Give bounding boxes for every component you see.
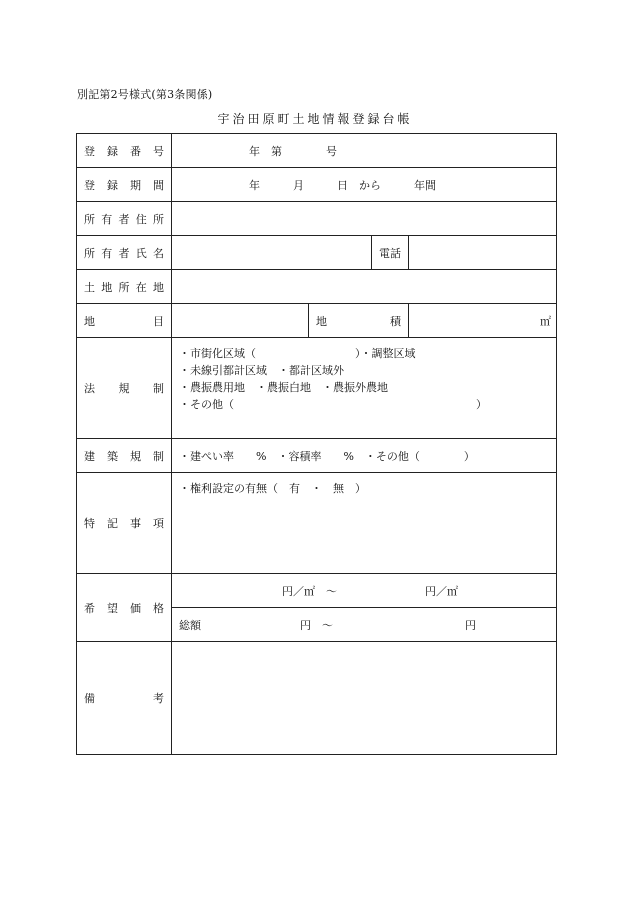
price-total-field[interactable]: 総額 円 ～ 円 [172, 608, 557, 642]
label-char: 項 [153, 517, 164, 530]
building-regulation-field[interactable]: ・建ぺい率 % ・容積率 % ・その他（ ） [172, 439, 557, 473]
label-char: 備 [84, 692, 95, 705]
law-regulation-options [172, 338, 557, 439]
label-char: 建 [84, 449, 95, 463]
jt-label [84, 177, 164, 193]
label-remarks [77, 642, 172, 755]
label-char: 者 [118, 246, 130, 260]
label-char: 制 [153, 382, 164, 395]
label-char: 氏 [135, 246, 147, 260]
row-price-unit [77, 574, 557, 608]
label-char: 号 [153, 144, 164, 158]
label-char: 有 [101, 212, 113, 226]
label-char: 地 [84, 314, 95, 328]
label-char: 登 [84, 144, 95, 158]
row-owner-name [77, 236, 557, 270]
label-char: 土 [84, 280, 95, 294]
registration-form-table [76, 133, 557, 755]
law-option-line[interactable]: ・その他（ ） [179, 398, 487, 411]
label-land-area [309, 304, 409, 338]
label-char: 築 [107, 449, 118, 463]
jt-label [84, 279, 164, 295]
row-owner-address [77, 202, 557, 236]
label-registration-number [77, 134, 172, 168]
rights-setting-line: ・権利設定の有無（ 有 ・ 無 ） [179, 482, 366, 495]
label-char: 期 [130, 178, 141, 192]
label-char: 事 [130, 517, 141, 530]
law-option-line[interactable]: ・未線引都計区域 ・都計区域外 [179, 364, 344, 377]
jt-label [84, 448, 164, 464]
label-desired-price [77, 574, 172, 642]
label-char: 地 [316, 314, 327, 328]
label-char: 在 [135, 280, 147, 294]
label-char: 特 [84, 517, 95, 530]
jt-label [84, 600, 164, 616]
label-char: 価 [130, 601, 141, 615]
owner-address-field[interactable] [172, 202, 557, 236]
label-char: 録 [107, 144, 118, 158]
price-per-sqm-field[interactable]: 円／㎡ ～ 円／㎡ [172, 574, 557, 608]
row-land-location [77, 270, 557, 304]
law-option-line[interactable]: ・市街化区域（ ）・調整区域 [179, 347, 416, 360]
label-char: 住 [135, 212, 147, 226]
jt-label [84, 515, 164, 531]
row-registration-number [77, 134, 557, 168]
special-notes-field[interactable] [172, 473, 557, 574]
label-building-regulation [77, 439, 172, 473]
label-char: 間 [153, 178, 164, 192]
row-law-regulation [77, 338, 557, 439]
jt-label [84, 143, 164, 159]
area-unit: ㎡ [540, 314, 551, 328]
label-char: 所 [84, 212, 95, 226]
label-owner-address [77, 202, 172, 236]
label-char: 所 [153, 212, 164, 226]
label-char: 番 [130, 144, 141, 158]
jt-label [84, 313, 164, 329]
label-law-regulation [77, 338, 172, 439]
label-char: 名 [153, 246, 164, 260]
label-char: 記 [107, 517, 118, 530]
label-char: 考 [153, 692, 164, 705]
jt-label [84, 380, 164, 396]
land-category-field[interactable] [172, 304, 309, 338]
remarks-field[interactable] [172, 642, 557, 755]
label-char: 地 [153, 280, 164, 294]
label-char: 法 [84, 382, 95, 395]
registration-number-field[interactable]: 年 第 号 [172, 134, 557, 168]
row-special-notes [77, 473, 557, 574]
label-char: 望 [107, 601, 118, 615]
row-building-regulation [77, 439, 557, 473]
label-char: 所 [118, 280, 130, 294]
document-title: 宇治田原町土地情報登録台帳 [217, 112, 413, 126]
form-caption: 別記第2号様式(第3条関係) [77, 88, 213, 101]
label-special-notes [77, 473, 172, 574]
label-char: 録 [107, 178, 118, 192]
label-registration-period [77, 168, 172, 202]
label-char: 登 [84, 178, 95, 192]
row-remarks [77, 642, 557, 755]
label-land-category [77, 304, 172, 338]
label-land-location [77, 270, 172, 304]
jt-label [316, 313, 401, 329]
label-char: 地 [101, 280, 113, 294]
law-option-line[interactable]: ・農振農用地 ・農振白地 ・農振外農地 [179, 381, 388, 394]
jt-label [84, 211, 164, 227]
phone-field[interactable] [409, 236, 557, 270]
land-area-field[interactable] [409, 304, 557, 338]
jt-label [84, 690, 164, 706]
label-char: 規 [118, 382, 130, 395]
label-owner-name [77, 236, 172, 270]
row-registration-period [77, 168, 557, 202]
land-location-field[interactable] [172, 270, 557, 304]
owner-name-field[interactable] [172, 236, 372, 270]
row-land [77, 304, 557, 338]
label-char: 者 [118, 212, 130, 226]
registration-period-field[interactable]: 年 月 日 から 年間 [172, 168, 557, 202]
label-char: 所 [84, 246, 95, 260]
label-char: 目 [153, 314, 164, 328]
label-char: 有 [101, 246, 113, 260]
label-char: 希 [84, 601, 95, 615]
label-char: 制 [153, 449, 164, 463]
label-phone: 電話 [372, 236, 409, 270]
label-char: 積 [390, 314, 401, 328]
label-char: 格 [153, 601, 164, 615]
label-char: 規 [130, 449, 141, 463]
jt-label [84, 245, 164, 261]
